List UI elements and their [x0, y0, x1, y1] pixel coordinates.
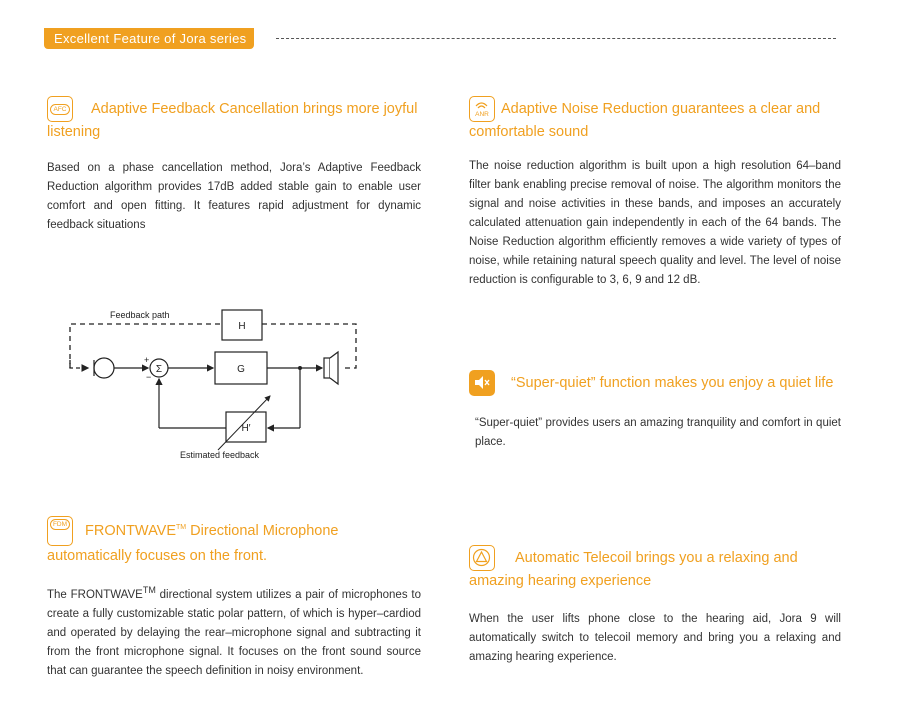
afc-section	[47, 96, 421, 235]
microphone-icon	[94, 358, 114, 378]
banner-divider	[276, 38, 836, 39]
mute-speaker-icon	[469, 370, 495, 396]
fdm-heading-tm: TM	[176, 524, 187, 531]
fdm-heading-rest: Directional Microphone automatically focuses on the front.	[47, 522, 339, 564]
superquiet-section	[469, 370, 841, 452]
fdm-body-tm: TM	[142, 585, 156, 595]
h-prime-block-label: H′	[241, 423, 251, 434]
superquiet-heading: “Super-quiet” function makes you enjoy a quiet life	[511, 374, 834, 391]
fdm-section	[47, 516, 421, 681]
telecoil-body: When the user lifts phone close to the hearing aid, Jora 9 will automatically switch to telecoil memory and bring you a relaxing and amazing hearing experience.	[469, 613, 841, 663]
speaker-icon	[324, 358, 330, 378]
section-banner	[44, 28, 254, 49]
feedback-diagram	[60, 300, 360, 470]
banner-title: Excellent Feature of Jora series	[54, 31, 247, 46]
h-block-label: H	[238, 321, 246, 332]
estimated-feedback-label: Estimated feedback	[180, 450, 260, 460]
sum-symbol: Σ	[155, 364, 163, 375]
telecoil-heading: Automatic Telecoil brings you a relaxing and amazing hearing experience	[469, 549, 798, 589]
telecoil-icon	[469, 545, 495, 571]
anr-icon: ANR	[469, 96, 495, 122]
feedback-path-label: Feedback path	[110, 310, 170, 320]
minus-sign: −	[146, 372, 152, 382]
afc-heading: Adaptive Feedback Cancellation brings more joyful listening	[47, 100, 418, 140]
anr-section	[469, 96, 841, 290]
afc-icon: AFC	[47, 96, 73, 122]
fdm-icon: FDM	[47, 516, 73, 546]
plus-sign: +	[144, 355, 150, 365]
g-block-label: G	[237, 364, 245, 375]
anr-heading: Adaptive Noise Reduction guarantees a clear and comfortable sound	[469, 100, 821, 140]
anr-body: The noise reduction algorithm is built upon a high resolution 64–band filter bank enabling precise removal of noise. The algorithm monitors the signal and noise activities in these bands, and imposes an accurately calculated attenuation gain independently in each of the 64 bands. The Noise Reduction algorithm efficiently removes a wide variety of types of noise, while retaining natural speech quality and level. The level of noise reduction is configurable to 3, 6, 9 and 12 dB.	[469, 160, 841, 286]
superquiet-body: “Super-quiet” provides users an amazing tranquility and comfort in quiet place.	[475, 417, 841, 448]
afc-body: Based on a phase cancellation method, Jora’s Adaptive Feedback Reduction algorithm provides 17dB added stable gain to enable user comfort and open fitting. It features rapid adjustment for dynamic feedback situations	[47, 162, 421, 231]
fdm-body-start: The FRONTWAVE	[47, 588, 143, 601]
fdm-body-rest: directional system utilizes a pair of microphones to create a fully customizable static polar pattern, of which is hyper–cardiod and operated by delaying the rear–microphone signal and subtracting it from the front microphone signal. It focuses on the front sound source that can guarantee the speech definition in noisy environment.	[47, 588, 421, 677]
feedback-path-line	[70, 324, 356, 368]
telecoil-section	[469, 545, 841, 667]
fdm-heading-brand: FRONTWAVE	[85, 522, 177, 539]
